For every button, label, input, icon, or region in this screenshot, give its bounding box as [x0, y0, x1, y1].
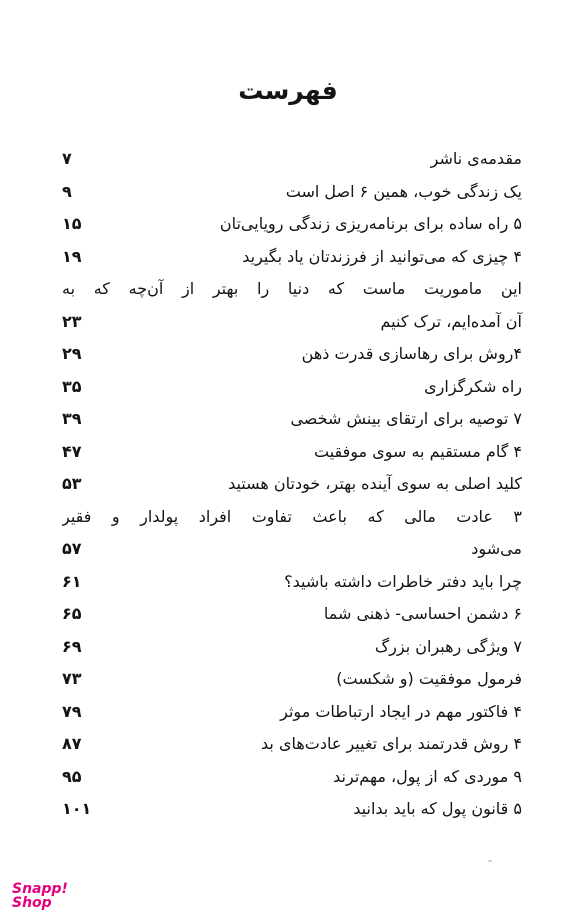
- toc-row: [62, 533, 522, 566]
- toc-row: [62, 793, 522, 826]
- toc-entry-title: ۶ دشمن احساسی- ذهنی شما: [323, 604, 522, 623]
- toc-row: [62, 208, 522, 241]
- toc-entry-page: ۹۵: [62, 766, 82, 786]
- toc-entry-title: ۴ فاکتور مهم در ایجاد ارتباطات موثر: [280, 701, 522, 721]
- toc-row: [62, 566, 522, 599]
- toc-row: [62, 143, 522, 176]
- toc-entry-title: ۵ قانون پول که باید بدانید: [353, 799, 522, 818]
- toc-entry-page: ۲۹: [62, 344, 82, 363]
- toc-entry-title: راه شکرگزاری: [424, 376, 522, 396]
- toc-entry-page: ۱۹: [62, 246, 82, 266]
- watermark-line-1: Snapp!: [12, 881, 68, 897]
- toc-row: [62, 273, 522, 306]
- toc-entry-title: آن آمده‌ایم، ترک کنیم: [380, 311, 522, 331]
- toc-entry-title: ۵ راه ساده برای برنامه‌ریزی زندگی رویایی‌تان: [219, 214, 522, 233]
- toc-entry-page: ۴۷: [62, 441, 82, 461]
- toc-row: [62, 371, 522, 404]
- toc-entry-title: این ماموریت ماست که دنیا را بهتر از آن‌چه که به: [62, 279, 522, 298]
- toc-row: [62, 338, 522, 371]
- toc-row: [62, 501, 522, 534]
- toc-entry-page: ۷۳: [62, 669, 82, 688]
- toc-entry-title: مقدمه‌ی ناشر: [430, 149, 522, 168]
- toc-row: [62, 598, 522, 631]
- toc-row: [62, 696, 522, 729]
- toc-entry-page: ۶۱: [62, 571, 82, 591]
- toc-entry-page: ۵۷: [62, 539, 82, 558]
- table-of-contents: [62, 143, 522, 826]
- toc-entry-title: ۳ عادت مالی که باعث تفاوت افراد پولدار و فقیر: [62, 506, 522, 526]
- toc-entry-title: ۹ موردی که از پول، مهم‌ترند: [333, 766, 522, 786]
- toc-entry-page: ۵۳: [62, 474, 82, 493]
- toc-row: [62, 761, 522, 794]
- scan-speck: [488, 860, 492, 862]
- toc-entry-page: ۷۹: [62, 701, 82, 721]
- toc-row: [62, 306, 522, 339]
- page-title: فهرست: [238, 76, 338, 105]
- toc-row: [62, 631, 522, 664]
- watermark-line-2: Shop: [12, 895, 52, 911]
- toc-entry-page: ۸۷: [62, 734, 82, 753]
- toc-entry-page: ۹: [62, 181, 72, 201]
- toc-row: [62, 176, 522, 209]
- toc-row: [62, 468, 522, 501]
- toc-entry-title: ۴ چیزی که می‌توانید از فرزندتان یاد بگیرید: [242, 246, 522, 266]
- toc-entry-title: یک زندگی خوب، همین ۶ اصل است: [285, 181, 522, 201]
- toc-entry-page: ۳۵: [62, 376, 82, 396]
- toc-entry-page: ۶۵: [62, 604, 82, 623]
- toc-row: [62, 403, 522, 436]
- toc-entry-page: ۳۹: [62, 409, 82, 428]
- toc-entry-page: ۶۹: [62, 636, 82, 656]
- toc-row: [62, 663, 522, 696]
- toc-entry-page: ۷: [62, 149, 72, 168]
- watermark-logo: [12, 882, 68, 910]
- toc-entry-page: ۱۵: [62, 214, 82, 233]
- toc-row: [62, 728, 522, 761]
- toc-entry-title: کلید اصلی به سوی آینده بهتر، خودتان هستید: [228, 474, 522, 493]
- toc-entry-title: ۴ گام مستقیم به سوی موفقیت: [313, 441, 522, 461]
- toc-row: [62, 436, 522, 469]
- toc-entry-title: ۷ ویژگی رهبران بزرگ: [374, 636, 522, 656]
- toc-entry-title: ۷ توصیه برای ارتقای بینش شخصی: [290, 409, 522, 428]
- toc-entry-title: ۴روش برای رهاسازی قدرت ذهن: [301, 344, 522, 363]
- toc-entry-page: ۲۳: [62, 311, 82, 331]
- toc-entry-title: فرمول موفقیت (و شکست): [336, 669, 522, 688]
- toc-entry-title: چرا باید دفتر خاطرات داشته باشید؟: [284, 571, 522, 591]
- toc-row: [62, 241, 522, 274]
- toc-entry-page: ۱۰۱: [62, 799, 92, 818]
- toc-entry-title: ۴ روش قدرتمند برای تغییر عادت‌های بد: [261, 734, 522, 753]
- toc-entry-title: می‌شود: [471, 539, 522, 558]
